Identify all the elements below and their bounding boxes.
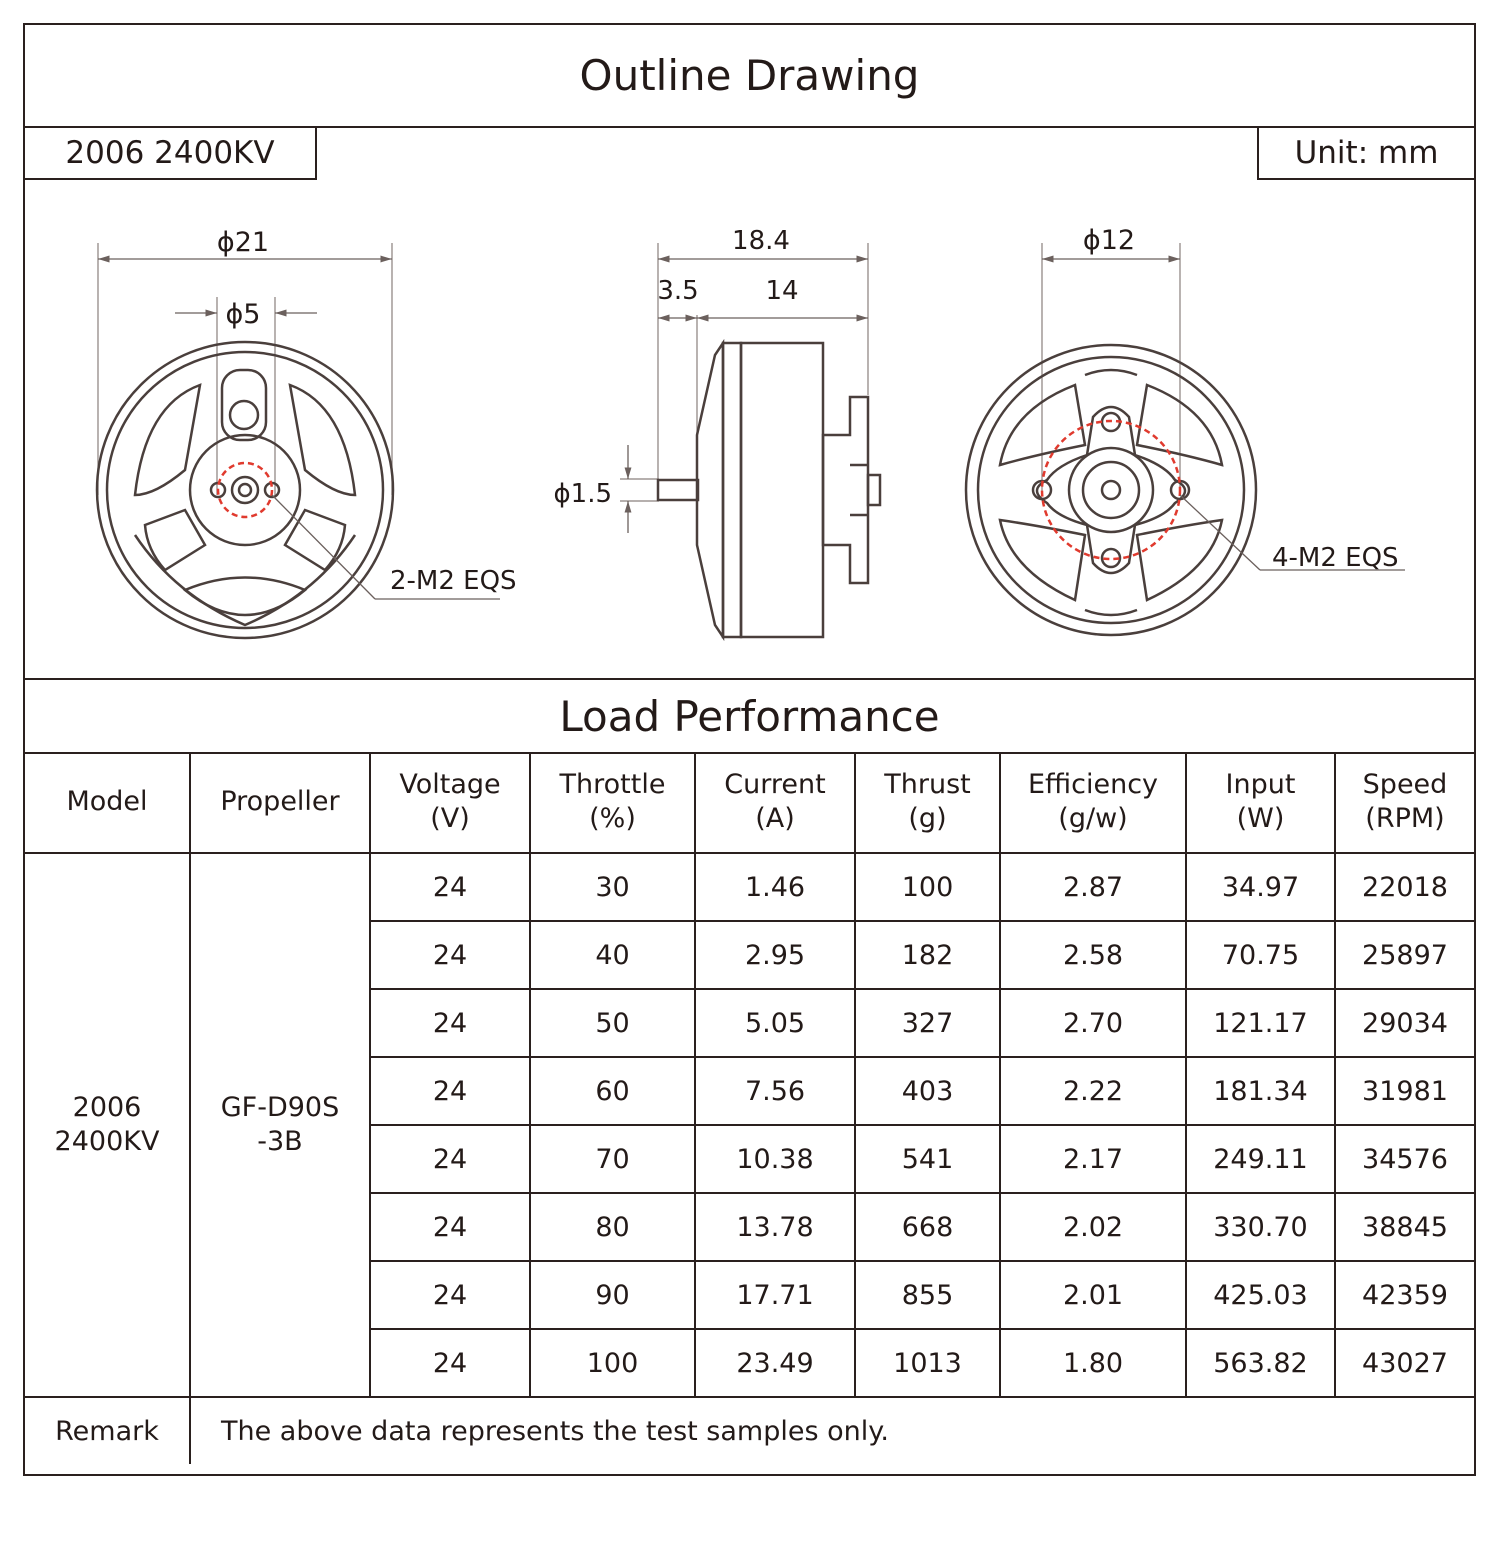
table-cell: 1.80 bbox=[1000, 1329, 1186, 1397]
table-cell: 24 bbox=[370, 1261, 530, 1329]
table-cell: 24 bbox=[370, 1193, 530, 1261]
column-header bbox=[370, 752, 530, 853]
table-cell: 2.02 bbox=[1000, 1193, 1186, 1261]
model-cell bbox=[25, 853, 190, 1397]
column-header-label: Speed bbox=[1362, 769, 1448, 800]
table-cell: 50 bbox=[530, 989, 695, 1057]
propeller-cell bbox=[190, 853, 370, 1397]
table-cell: 2.17 bbox=[1000, 1125, 1186, 1193]
table-cell: 24 bbox=[370, 1057, 530, 1125]
table-cell: 23.49 bbox=[695, 1329, 855, 1397]
side-length-total: 18.4 bbox=[732, 226, 790, 256]
table-cell: 43027 bbox=[1335, 1329, 1474, 1397]
table-cell: 34.97 bbox=[1186, 853, 1335, 921]
front-dia-outer: ϕ21 bbox=[216, 227, 270, 258]
table-cell: 181.34 bbox=[1186, 1057, 1335, 1125]
table-cell: 121.17 bbox=[1186, 989, 1335, 1057]
front-holes-label: 2-M2 EQS bbox=[390, 566, 517, 596]
table-cell: 668 bbox=[855, 1193, 1000, 1261]
column-header-label: Efficiency bbox=[1027, 769, 1159, 800]
column-header-label: Input bbox=[1225, 769, 1296, 800]
column-header-label: Current bbox=[724, 769, 826, 800]
side-shaft-length: 3.5 bbox=[657, 276, 699, 306]
table-cell: 70 bbox=[530, 1125, 695, 1193]
table-cell: 29034 bbox=[1335, 989, 1474, 1057]
column-header bbox=[855, 752, 1000, 853]
remark-text: The above data represents the test samples only. bbox=[190, 1397, 1474, 1464]
propeller-line2: -3B bbox=[257, 1126, 303, 1157]
table-cell: 1.46 bbox=[695, 853, 855, 921]
load-performance-table bbox=[25, 752, 1474, 1464]
column-header-unit: (RPM) bbox=[1365, 803, 1445, 834]
table-cell: 2.70 bbox=[1000, 989, 1186, 1057]
column-header bbox=[695, 752, 855, 853]
table-cell: 403 bbox=[855, 1057, 1000, 1125]
table-cell: 17.71 bbox=[695, 1261, 855, 1329]
table-cell: 24 bbox=[370, 1329, 530, 1397]
table-cell: 330.70 bbox=[1186, 1193, 1335, 1261]
table-cell: 563.82 bbox=[1186, 1329, 1335, 1397]
column-header-label: Thrust bbox=[884, 769, 971, 800]
table-cell: 31981 bbox=[1335, 1057, 1474, 1125]
table-cell: 25897 bbox=[1335, 921, 1474, 989]
column-header-label: Throttle bbox=[559, 769, 666, 800]
table-cell: 425.03 bbox=[1186, 1261, 1335, 1329]
propeller-line1: GF-D90S bbox=[220, 1092, 340, 1123]
table-row bbox=[25, 853, 1474, 921]
front-dia-inner: ϕ5 bbox=[225, 299, 261, 330]
table-cell: 70.75 bbox=[1186, 921, 1335, 989]
table-cell: 38845 bbox=[1335, 1193, 1474, 1261]
column-header-label: Model bbox=[66, 786, 148, 817]
table-cell: 7.56 bbox=[695, 1057, 855, 1125]
model-line2: 2400KV bbox=[54, 1126, 160, 1157]
table-cell: 2.01 bbox=[1000, 1261, 1186, 1329]
table-cell: 2.22 bbox=[1000, 1057, 1186, 1125]
table-cell: 22018 bbox=[1335, 853, 1474, 921]
table-cell: 90 bbox=[530, 1261, 695, 1329]
table-cell: 24 bbox=[370, 853, 530, 921]
column-header-unit: (A) bbox=[755, 803, 795, 834]
column-header-unit: (g/w) bbox=[1058, 803, 1128, 834]
table-cell: 855 bbox=[855, 1261, 1000, 1329]
table-cell: 5.05 bbox=[695, 989, 855, 1057]
column-header-unit: (g) bbox=[908, 803, 947, 834]
remark-row bbox=[25, 1397, 1474, 1464]
table-cell: 249.11 bbox=[1186, 1125, 1335, 1193]
table-cell: 13.78 bbox=[695, 1193, 855, 1261]
remark-label: Remark bbox=[25, 1397, 190, 1464]
column-header bbox=[1335, 752, 1474, 853]
rear-holes-label: 4-M2 EQS bbox=[1272, 543, 1399, 573]
table-cell: 24 bbox=[370, 921, 530, 989]
table-cell: 40 bbox=[530, 921, 695, 989]
side-body-length: 14 bbox=[765, 276, 799, 306]
table-cell: 80 bbox=[530, 1193, 695, 1261]
rear-hole-circle bbox=[1042, 421, 1180, 559]
table-cell: 10.38 bbox=[695, 1125, 855, 1193]
table-cell: 1013 bbox=[855, 1329, 1000, 1397]
column-header bbox=[25, 752, 190, 853]
table-cell: 327 bbox=[855, 989, 1000, 1057]
column-header-unit: (V) bbox=[430, 803, 470, 834]
table-cell: 24 bbox=[370, 989, 530, 1057]
unit-label: Unit: mm bbox=[1257, 127, 1474, 180]
table-cell: 30 bbox=[530, 853, 695, 921]
table-cell: 541 bbox=[855, 1125, 1000, 1193]
table-cell: 60 bbox=[530, 1057, 695, 1125]
table-cell: 2.87 bbox=[1000, 853, 1186, 921]
column-header bbox=[1000, 752, 1186, 853]
model-line1: 2006 bbox=[72, 1092, 142, 1123]
table-cell: 24 bbox=[370, 1125, 530, 1193]
column-header-label: Propeller bbox=[220, 786, 340, 817]
spec-sheet bbox=[23, 23, 1476, 1476]
table-cell: 42359 bbox=[1335, 1261, 1474, 1329]
side-shaft-dia: ϕ1.5 bbox=[553, 479, 612, 509]
rear-dia-holes: ϕ12 bbox=[1082, 225, 1136, 256]
column-header-label: Voltage bbox=[399, 769, 501, 800]
outline-drawing-title: Outline Drawing bbox=[25, 25, 1474, 128]
table-cell: 100 bbox=[530, 1329, 695, 1397]
outline-drawing bbox=[25, 25, 1474, 678]
load-performance-title: Load Performance bbox=[25, 678, 1474, 754]
column-header-unit: (%) bbox=[589, 803, 636, 834]
model-label: 2006 2400KV bbox=[25, 127, 317, 180]
column-header bbox=[530, 752, 695, 853]
table-cell: 100 bbox=[855, 853, 1000, 921]
table-header-row bbox=[25, 752, 1474, 853]
table-cell: 2.95 bbox=[695, 921, 855, 989]
column-header bbox=[1186, 752, 1335, 853]
column-header-unit: (W) bbox=[1236, 803, 1285, 834]
column-header bbox=[190, 752, 370, 853]
rear-view bbox=[966, 243, 1256, 635]
table-cell: 2.58 bbox=[1000, 921, 1186, 989]
table-cell: 34576 bbox=[1335, 1125, 1474, 1193]
table-cell: 182 bbox=[855, 921, 1000, 989]
